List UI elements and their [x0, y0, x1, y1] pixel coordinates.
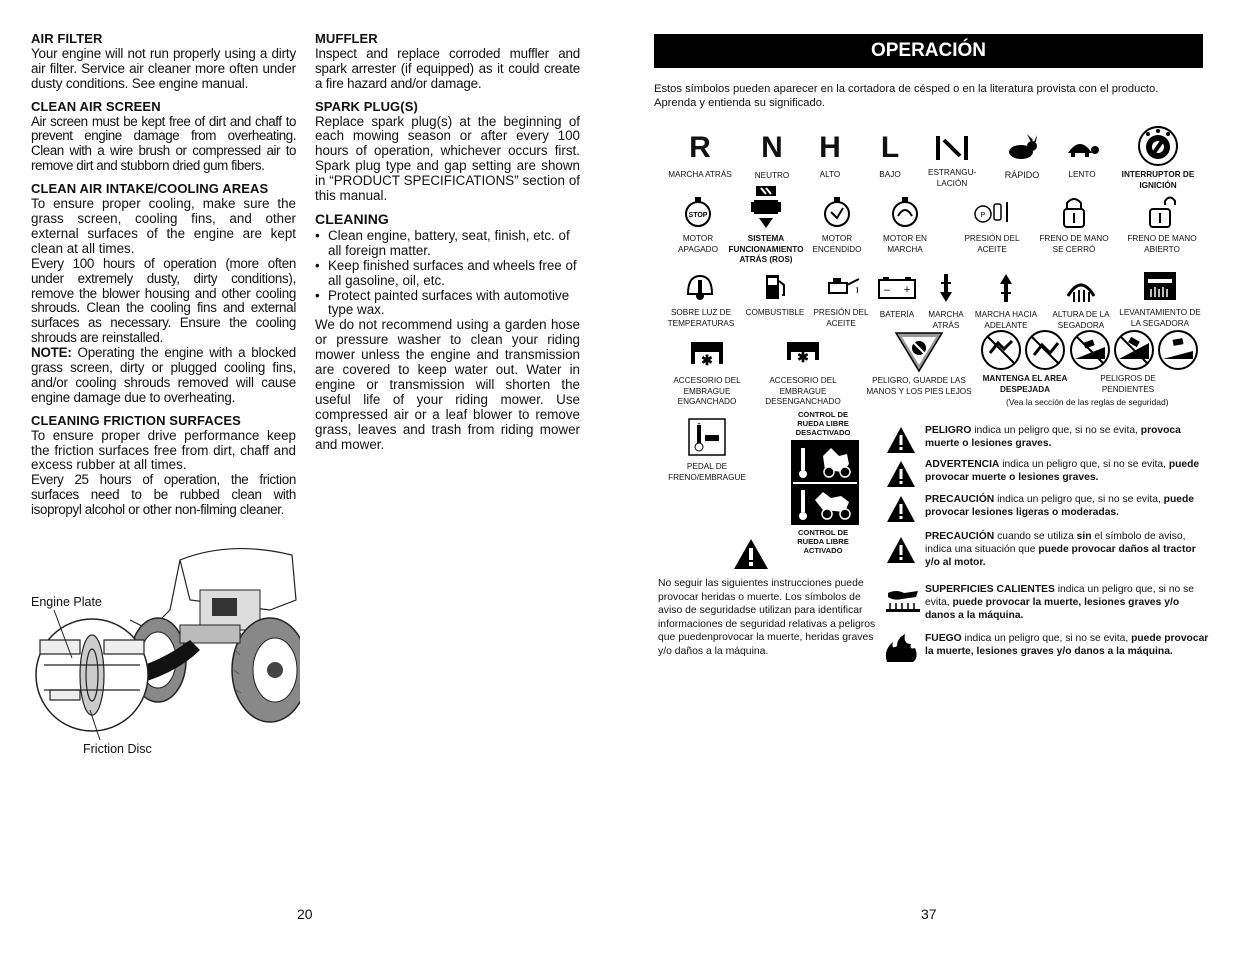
- intake-heading: CLEAN AIR INTAKE/COOLING AREAS: [31, 181, 269, 197]
- air-filter-text: Your engine will not run properly using a dirty air filter. Service air cleaner more often under dusty conditions. See engine manual.: [31, 45, 296, 91]
- freewheel-control-icon: [791, 440, 859, 525]
- letter-l-icon: L: [880, 130, 900, 164]
- symbol-label: MOTOR EN MARCHA: [883, 234, 927, 254]
- warning-text: indica un peligro que, si no se evita,: [999, 459, 1169, 470]
- warning-precaucion: [886, 493, 1206, 523]
- intro-text: Estos símbolos pueden aparecer en la cortadora de césped o en la literatura provista con el producto. Aprenda y entienda su significado.: [654, 83, 1159, 109]
- symbol-parking-brake-open: [1126, 192, 1198, 255]
- symbol-forward-direction: [966, 268, 1046, 331]
- svg-text:+: +: [903, 284, 911, 296]
- page-title: OPERACIÓN: [654, 34, 1203, 68]
- engine-start-icon: [823, 196, 851, 228]
- intake-text-1: To ensure proper cooling, make sure the grass screen, cooling fins, and other external surfaces of the engine are kept clean at all times.: [31, 196, 296, 256]
- warning-hot-surfaces: [886, 583, 1206, 625]
- air-screen-text: Air screen must be kept free of dirt and chaff to prevent engine damage from overheating. Clean with a wire brush or compressed air to remove dirt and stubborn dried gum fibers.: [31, 113, 296, 174]
- cleaning-heading: CLEANING: [315, 210, 389, 227]
- symbol-temperature-light: [664, 266, 738, 329]
- symbol-label: PELIGROS DE PENDIENTES: [1100, 374, 1156, 394]
- muffler-heading: MUFFLER: [315, 31, 378, 46]
- warning-bold: sin: [1076, 531, 1092, 542]
- left-column-1: [31, 32, 296, 518]
- danger-triangle-icon: [886, 536, 916, 564]
- symbol-label: SISTEMA FUNCIONAMIENTO ATRÁS (ROS): [728, 234, 804, 264]
- symbol-attachment-engaged: [664, 334, 750, 408]
- symbol-hand-danger: [860, 330, 978, 397]
- warning-term: FUEGO: [925, 633, 962, 644]
- list-item: • Protect painted surfaces with automotive type wax.: [315, 289, 580, 319]
- symbol-parking-brake-locked: [1034, 192, 1114, 255]
- engine-running-icon: [891, 196, 919, 228]
- warning-bold: puede provocar daños al tractor y/o al motor.: [925, 544, 1196, 568]
- symbol-label: SOBRE LUZ DE TEMPERATURAS: [667, 308, 735, 328]
- mower-lift-icon: [1143, 271, 1177, 301]
- warning-precaucion-sin: [886, 530, 1206, 572]
- warning-term: PRECAUCIÓN: [925, 531, 995, 542]
- symbol-engine-running: [874, 192, 936, 255]
- note-text: Operating the engine with a blocked grass screen, dirty or plugged cooling fins, and/or cooling shrouds removed will cause engine damage due to overheating.: [31, 345, 296, 405]
- symbol-label: ACCESORIO DEL EMBRAGUE ENGANCHADO: [673, 376, 741, 406]
- symbol-label: INTERRUPTOR DE IGNICIÓN: [1121, 170, 1195, 190]
- symbol-label: BATERÍA: [879, 310, 915, 319]
- friction-text-2: Every 25 hours of operation, the friction surfaces need to be rubbed clean with isopropyl alcohol or other non-filming cleaner.: [31, 472, 296, 518]
- turtle-icon: [1064, 137, 1100, 159]
- page-number-right: 37: [921, 906, 937, 922]
- slope-hazard-icon: [1069, 329, 1199, 371]
- symbol-brake-pedal: [662, 414, 752, 483]
- symbol-low: [862, 128, 918, 181]
- spark-plug-heading: SPARK PLUG(S): [315, 98, 418, 114]
- symbol-reverse: [660, 128, 740, 181]
- warning-text: indica un peligro que, si no se evita,: [961, 633, 1132, 644]
- choke-icon: [934, 134, 970, 162]
- symbol-ros: [724, 184, 808, 266]
- brake-pedal-icon: [687, 417, 727, 457]
- symbol-label: LENTO: [1068, 170, 1096, 179]
- freewheel-off-label: CONTROL DE RUEDA LIBRE DESACTIVADO: [795, 410, 851, 437]
- warning-term: PELIGRO: [925, 425, 972, 436]
- symbol-oil-pressure: [962, 192, 1022, 255]
- svg-text:–: –: [883, 284, 891, 296]
- svg-text:✱: ✱: [701, 352, 713, 368]
- symbol-label: MARCHA HACIA ADELANTE: [974, 310, 1038, 330]
- parking-brake-open-icon: [1147, 195, 1177, 229]
- symbol-fast: [996, 128, 1048, 181]
- warning-text: cuando se utiliza: [994, 531, 1077, 542]
- spark-plug-text: Replace spark plug(s) at the beginning of each mowing season or after every 100 hours of operation, whichever occurs first. Spark plug type and gap setting are shown in “PRODUCT SPECIFICATIONS” section of this manual.: [315, 113, 580, 204]
- symbol-label: PELIGRO, GUARDE LAS MANOS Y LOS PIES LEJOS: [866, 376, 972, 396]
- parking-brake-locked-icon: [1061, 195, 1087, 229]
- symbol-label: MARCHA ATRÁS: [668, 170, 732, 179]
- warning-text: indica un peligro que, si no se evita,: [994, 494, 1164, 505]
- page-number-left: 20: [297, 906, 313, 922]
- warning-bold: puede provocar la muerte, lesiones graves y/o danos a la máquina.: [925, 597, 1180, 621]
- symbol-mower-lift: [1118, 266, 1202, 329]
- symbol-label: LEVANTAMIENTO DE LA SEGADORA: [1119, 308, 1201, 328]
- clear-area-icon: [980, 329, 1070, 371]
- symbol-oil-can: [812, 266, 870, 329]
- symbol-battery: [872, 268, 922, 321]
- svg-text:✱: ✱: [797, 349, 809, 365]
- attachment-engaged-icon: [689, 338, 725, 370]
- symbol-engine-stop: [670, 192, 726, 255]
- danger-triangle-icon: [886, 495, 916, 523]
- engine-plate-callout: Engine Plate: [31, 595, 102, 609]
- air-screen-heading: CLEAN AIR SCREEN: [31, 98, 161, 114]
- symbol-label: ESTRANGU-LACIÓN: [928, 168, 977, 188]
- warning-text: el símbolo de aviso, indica una situación que: [925, 531, 1186, 555]
- warning-triangle-icon: [732, 537, 770, 571]
- hand-danger-icon: [894, 331, 944, 373]
- left-column-2: [315, 32, 580, 452]
- symbol-label: FRENO DE MANO ABIERTO: [1127, 234, 1197, 254]
- symbol-choke: [928, 128, 976, 189]
- symbol-label: MOTOR APAGADO: [678, 234, 718, 254]
- symbol-ignition-switch: [1120, 124, 1196, 191]
- ignition-switch-icon: [1137, 125, 1179, 167]
- warning-fire: [886, 632, 1209, 674]
- air-filter-heading: AIR FILTER: [31, 31, 103, 46]
- oil-can-icon: [821, 273, 861, 299]
- rabbit-icon: [1005, 134, 1039, 162]
- warning-text: indica un peligro que, si no se evita,: [925, 584, 1194, 608]
- warning-term: PRECAUCIÓN: [925, 494, 995, 505]
- symbol-attachment-disengaged: [760, 334, 846, 408]
- mower-friction-disc-illustration: [30, 540, 300, 740]
- list-item: • Clean engine, battery, seat, finish, etc. of all foreign matter.: [315, 229, 580, 259]
- letter-n-icon: N: [761, 130, 783, 164]
- reverse-arrow-icon: [938, 272, 954, 304]
- battery-icon: [877, 276, 917, 300]
- symbol-engine-start: [810, 192, 864, 255]
- symbol-label: ALTURA DE LA SEGADORA: [1052, 310, 1110, 330]
- note-paragraph: [31, 346, 296, 406]
- note-label: NOTE:: [31, 345, 72, 361]
- danger-triangle-icon: [886, 460, 916, 488]
- warning-bold: puede provocar muerte o lesiones graves.: [925, 459, 1200, 483]
- symbol-neutral: [742, 128, 802, 182]
- warning-term: ADVERTENCIA: [925, 459, 1000, 470]
- list-item: • Keep finished surfaces and wheels free of all gasoline, oil, etc.: [315, 259, 580, 289]
- symbol-label: ALTO: [819, 170, 841, 179]
- attachment-disengaged-icon: [785, 338, 821, 370]
- symbol-label: FRENO DE MANO SE CERRÓ: [1039, 234, 1109, 254]
- letter-h-icon: H: [819, 130, 841, 164]
- symbol-slow: [1058, 128, 1106, 181]
- intake-text-2: Every 100 hours of operation (more often under extremely dusty, dirty conditions), remove the blower housing and other cooling shrouds. Clean the cooling fins and external surfaces as necessary. Ensure the cooling shrouds are reinstalled.: [31, 255, 296, 346]
- freewheel-on-label: CONTROL DE RUEDA LIBRE ACTIVADO: [797, 528, 849, 555]
- warning-advertencia: [886, 458, 1206, 488]
- symbol-reverse-direction: [922, 268, 970, 331]
- letter-r-icon: R: [689, 130, 711, 164]
- warning-bold: provoca muerte o lesiones graves.: [925, 425, 1181, 449]
- friction-text-1: To ensure proper drive performance keep the friction surfaces free from dirt, chaff and excess rubber at all times.: [31, 427, 296, 473]
- symbol-label: NEUTRO: [754, 171, 790, 180]
- hot-surface-icon: [886, 587, 920, 613]
- fire-icon: [883, 632, 919, 664]
- symbol-fuel: [742, 266, 808, 319]
- symbol-label: PRESIÓN DEL ACEITE: [964, 234, 1020, 254]
- symbol-high: [802, 128, 858, 181]
- danger-triangle-icon: [886, 426, 916, 454]
- symbol-label: MANTENGA EL AREA DESPEJADA: [982, 374, 1068, 394]
- forward-arrow-icon: [998, 272, 1014, 304]
- engine-stop-icon: [684, 196, 712, 228]
- muffler-text: Inspect and replace corroded muffler and spark arrester (if equipped) as it could create a fire hazard and/or damage.: [315, 45, 580, 91]
- fuel-icon: [763, 271, 787, 301]
- warning-term: SUPERFICIES CALIENTES: [925, 584, 1055, 595]
- mower-height-icon: [1064, 272, 1098, 304]
- safety-rules-note: (Vea la sección de las reglas de seguridad): [1006, 397, 1169, 407]
- warning-bold: puede provocar lesiones ligeras o moderadas.: [925, 494, 1194, 518]
- svg-text:+: +: [697, 422, 701, 428]
- cleaning-list: [315, 229, 580, 318]
- warning-text: indica un peligro que, si no se evita,: [971, 425, 1141, 436]
- symbol-slope-hazard: [1068, 328, 1200, 395]
- warning-peligro: [886, 424, 1206, 454]
- svg-text:P: P: [980, 212, 986, 219]
- symbol-label: PRESIÓN DEL ACEITE: [813, 308, 869, 328]
- symbol-label: PEDAL DE FRENO/EMBRAGUE: [668, 462, 746, 482]
- warning-bold: puede provocar la muerte, lesiones graves y/o danos a la máquina.: [925, 633, 1209, 657]
- friction-heading: CLEANING FRICTION SURFACES: [31, 412, 241, 428]
- svg-text:STOP: STOP: [688, 212, 708, 219]
- symbol-label: MARCHA ATRÁS: [928, 310, 964, 330]
- ros-icon: [751, 186, 781, 230]
- oil-pressure-icon: [971, 198, 1013, 226]
- symbol-clear-area: [980, 328, 1070, 395]
- symbol-label: MOTOR ENCENDIDO: [812, 234, 862, 254]
- friction-disc-callout: Friction Disc: [83, 742, 152, 756]
- symbol-label: RÁPIDO: [1004, 170, 1040, 180]
- symbol-label: COMBUSTIBLE: [745, 308, 805, 317]
- symbol-label: BAJO: [879, 170, 901, 179]
- temperature-light-icon: [684, 270, 718, 302]
- warning-intro: No seguir las siguientes instrucciones puede provocar heridas o muerte. Los símbolos de aviso de seguridadse utilizan para identificar informaciones de seguridad relativas a peligros que puedenprovocar la muerte, heridas graves y/o daños a la máquina.: [658, 578, 876, 657]
- symbol-mower-height: [1048, 268, 1114, 331]
- symbol-label: ACCESORIO DEL EMBRAGUE DESENGANCHADO: [765, 376, 841, 406]
- cleaning-text: We do not recommend using a garden hose or pressure washer to clean your riding mower unless the engine and transmission are covered to keep water out. Water in engine or transmission will shorten the useful life of your riding mower. Use compressed air or a leaf blower to remove grass, leaves and trash from riding mower and mower.: [315, 317, 580, 452]
